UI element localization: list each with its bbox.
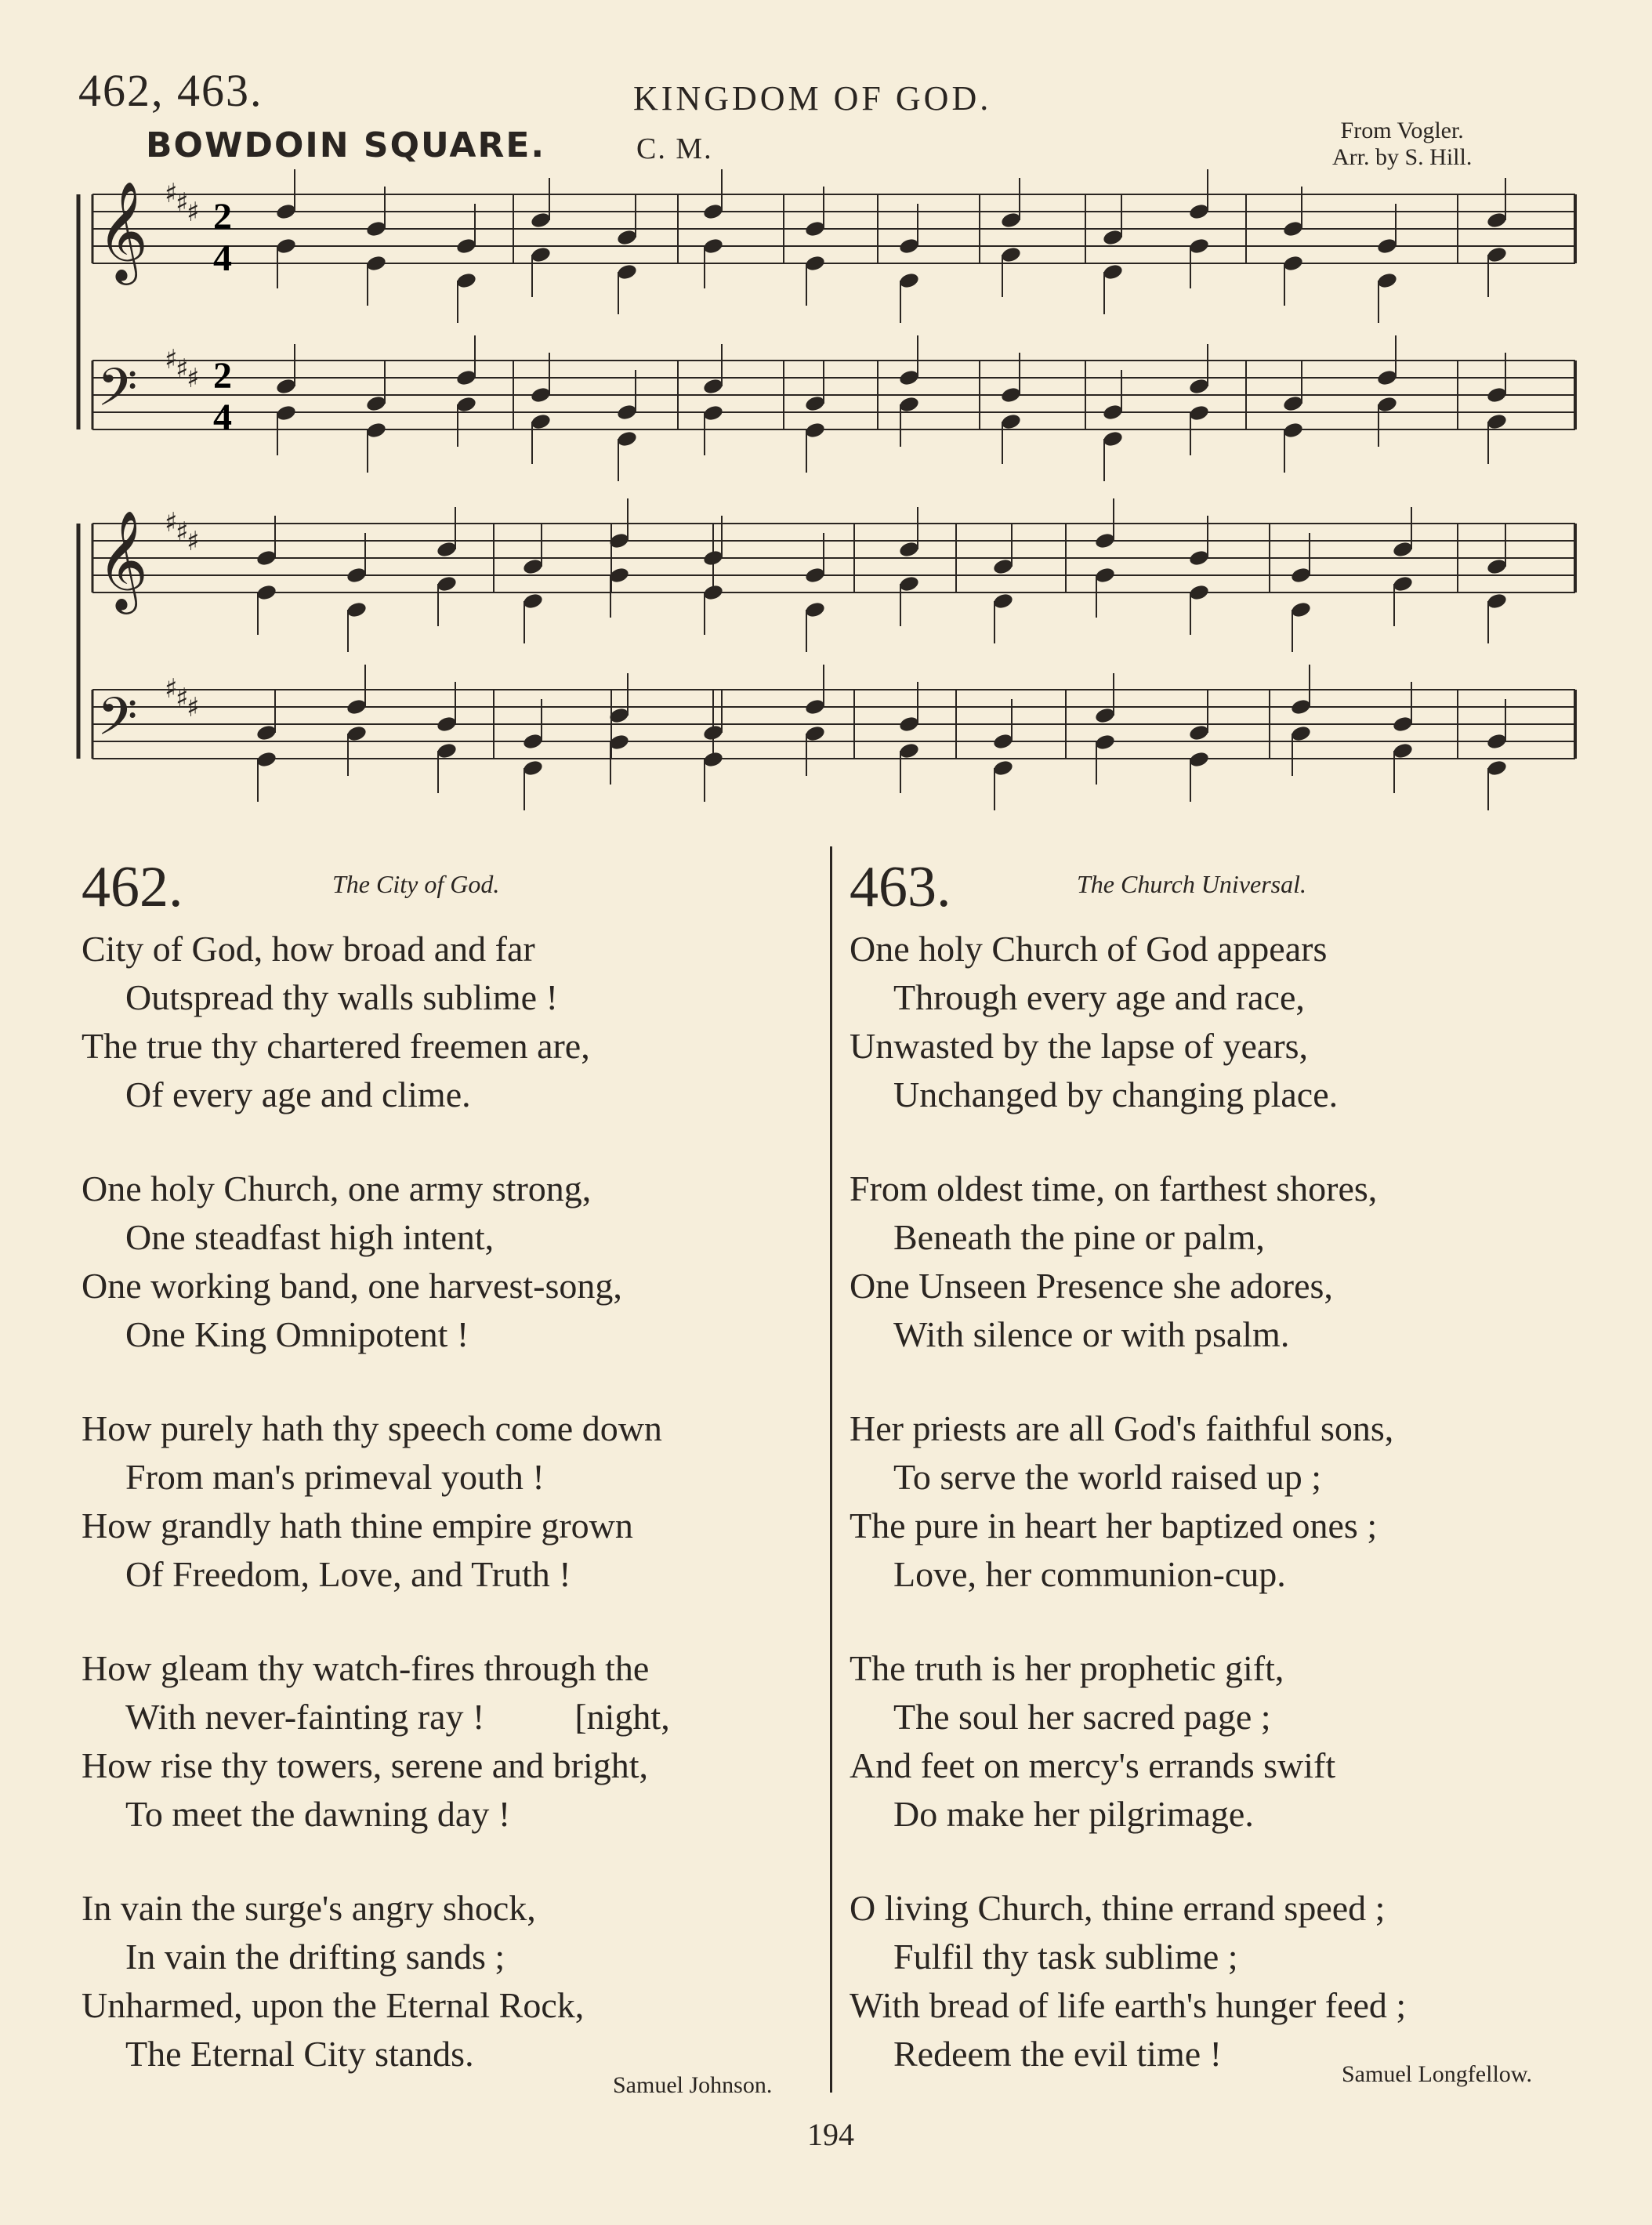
verse-line: How grandly hath thine empire grown [82,1506,633,1546]
hymn-heading [850,854,1602,925]
verse-line: The pure in heart her baptized ones ; [850,1506,1378,1546]
note-head [898,237,920,255]
verse-line: How purely hath thy speech come down [82,1408,662,1448]
note-head [1188,202,1210,220]
note-head [522,557,544,575]
verse-line: The soul her sacred page ; [893,1697,1271,1737]
verse-line: Her priests are all God's faithful sons, [850,1408,1394,1448]
note-head [898,574,920,592]
note-head [702,723,724,741]
verse-line: From oldest time, on farthest shores, [850,1169,1378,1209]
note-head [1486,386,1508,404]
sharp-icon: ♯ [176,516,189,548]
note-head [436,715,458,733]
note-head [616,228,638,246]
verse [82,1165,826,1359]
note-head [804,421,826,439]
section-title: KINGDOM OF GOD. [633,79,992,118]
note-head [702,583,724,601]
note-head [522,592,544,610]
note-head [1094,733,1116,751]
verse-line: One holy Church of God appears [850,929,1328,969]
note-head [992,592,1014,610]
note-head [275,377,297,395]
note-head [1094,531,1116,549]
hymn-462 [82,854,826,2124]
note-head [1376,237,1398,255]
sharp-icon: ♯ [176,683,189,714]
note-head [898,540,920,558]
note-head [1188,583,1210,601]
verse-line: Unwasted by the lapse of years, [850,1026,1309,1066]
note-head [804,254,826,272]
note-head [1282,254,1304,272]
verse-line: O living Church, thine errand speed ; [850,1888,1386,1928]
note-head [1188,549,1210,567]
hymn-title: The City of God. [332,870,500,898]
note-head [702,237,724,255]
note-head [898,715,920,733]
note-head [1290,600,1312,618]
note-head [1392,741,1414,759]
note-head [1486,557,1508,575]
verse-line: One working band, one harvest-song, [82,1266,622,1306]
note-head [1102,403,1124,421]
note-head [346,698,368,716]
verse [82,925,826,1119]
note-head [992,732,1014,750]
verse-line: How gleam thy watch-fires through the [82,1648,650,1688]
note-head [255,583,277,601]
verse-line: In vain the drifting sands ; [125,1937,505,1977]
verse-line: Outspread thy walls sublime ! [125,977,558,1017]
verse [850,1884,1602,2078]
bass-clef-icon: 𝄢 [97,357,138,430]
note-head [1486,211,1508,229]
verse-line: One King Omnipotent ! [125,1314,469,1354]
note-head [436,741,458,759]
time-signature-bottom: 4 [213,237,232,279]
note-head [1188,404,1210,422]
note-head [1102,429,1124,448]
verse [82,1884,826,2078]
note-head [1282,394,1304,412]
note-head [522,732,544,750]
sharp-icon: ♯ [165,344,178,375]
verse-line: From man's primeval youth ! [125,1457,545,1497]
note-head [1000,245,1022,263]
tune-source-line2: Arr. by S. Hill. [1332,144,1473,170]
verse-line: To meet the dawning day ! [125,1794,511,1834]
note-head [898,741,920,759]
music-score [0,0,1652,846]
verse-line: With silence or with psalm. [893,1314,1290,1354]
note-head [804,698,826,716]
verse [82,1404,826,1599]
verse-line: With never-fainting ray ! [night, [125,1697,670,1737]
note-head [1282,421,1304,439]
note-head [1486,245,1508,263]
time-signature-bottom-bass: 4 [213,397,232,438]
hymn-heading [82,854,826,925]
note-head [1376,368,1398,386]
note-head [530,386,552,404]
note-head [1188,377,1210,395]
note-head [616,403,638,421]
note-head [1000,412,1022,430]
verse-line: Love, her communion-cup. [893,1554,1286,1594]
note-head [992,759,1014,777]
note-head [1486,412,1508,430]
sharp-icon: ♯ [187,363,200,394]
note-head [702,549,724,567]
verse-line: Redeem the evil time ! [893,2034,1222,2074]
note-head [1094,706,1116,724]
note-head [1188,723,1210,741]
tune-meter: C. M. [636,132,713,165]
note-head [346,566,368,584]
note-head [436,574,458,592]
note-head [522,759,544,777]
verse-line: And feet on mercy's errands swift [850,1745,1336,1785]
hymn-number: 463. [850,855,951,919]
hymn-463-author: Samuel Longfellow. [1342,2061,1533,2087]
note-head [1188,750,1210,768]
note-head [702,377,724,395]
column-divider [830,846,832,2093]
note-head [1102,228,1124,246]
note-head [1000,386,1022,404]
verse-line: Beneath the pine or palm, [893,1217,1265,1257]
note-head [1000,211,1022,229]
verse-line: The truth is her prophetic gift, [850,1648,1284,1688]
note-head [1282,219,1304,237]
note-head [898,395,920,413]
verse [850,1404,1602,1599]
verse-line: The Eternal City stands. [125,2034,474,2074]
note-head [275,202,297,220]
note-head [1376,271,1398,289]
note-head [365,394,387,412]
sharp-icon: ♯ [187,197,200,228]
note-head [455,395,477,413]
note-head [365,421,387,439]
note-head [1102,263,1124,281]
note-head [1486,759,1508,777]
note-head [1376,395,1398,413]
note-head [1290,698,1312,716]
note-head [804,394,826,412]
verse [82,1644,826,1839]
hymn-verses [850,925,1602,2078]
note-head [346,724,368,742]
verse-line: With bread of life earth's hunger feed ; [850,1985,1407,2025]
note-head [702,404,724,422]
verse-line: The true thy chartered freemen are, [82,1026,590,1066]
verse-line: How rise thy towers, serene and bright, [82,1745,649,1785]
note-head [898,271,920,289]
verse-line: To serve the world raised up ; [893,1457,1322,1497]
verse-line: Of Freedom, Love, and Truth ! [125,1554,571,1594]
note-head [1392,715,1414,733]
sharp-icon: ♯ [176,187,189,219]
verse [850,925,1602,1119]
hymn-numbers: 462, 463. [78,65,263,116]
note-head [992,557,1014,575]
note-head [804,219,826,237]
note-head [1486,592,1508,610]
note-head [1188,237,1210,255]
note-head [616,429,638,448]
note-head [1290,724,1312,742]
note-head [1290,566,1312,584]
note-head [436,540,458,558]
time-signature-top: 2 [213,196,232,237]
note-head [530,245,552,263]
verse-line: One Unseen Presence she adores, [850,1266,1333,1306]
note-head [530,412,552,430]
verse-line: Do make her pilgrimage. [893,1794,1254,1834]
note-head [804,724,826,742]
note-head [1392,574,1414,592]
verse-line: Unchanged by changing place. [893,1074,1339,1114]
verse [850,1165,1602,1359]
verse [850,1644,1602,1839]
hymn-title: The Church Universal. [1077,870,1307,898]
hymn-462-author: Samuel Johnson. [613,2072,773,2098]
note-head [898,368,920,386]
note-head [455,368,477,386]
sharp-icon: ♯ [165,178,178,209]
note-head [365,254,387,272]
hymn-number: 462. [82,855,183,919]
tune-source-line1: From Vogler. [1340,118,1464,143]
page-number: 194 [807,2117,854,2152]
hymn-verses [82,925,826,2078]
time-signature-top-bass: 2 [213,355,232,397]
bass-clef-icon: 𝄢 [97,687,138,759]
tune-name: BOWDOIN SQUARE. [146,125,546,165]
note-head [804,566,826,584]
verse-line: City of God, how broad and far [82,929,535,969]
sharp-icon: ♯ [165,673,178,705]
treble-clef-icon: 𝄞 [97,180,149,281]
verse-line: One steadfast high intent, [125,1217,495,1257]
note-head [1486,732,1508,750]
verse-line: Fulfil thy task sublime ; [893,1937,1238,1977]
treble-clef-icon: 𝄞 [97,509,149,610]
note-head [455,237,477,255]
sharp-icon: ♯ [187,526,200,557]
note-head [275,237,297,255]
note-head [255,549,277,567]
note-head [255,750,277,768]
note-head [346,600,368,618]
verse-line: Unharmed, upon the Eternal Rock, [82,1985,585,2025]
note-head [1392,540,1414,558]
note-head [275,404,297,422]
note-head [804,600,826,618]
verse-line: Of every age and clime. [125,1074,471,1114]
note-head [365,219,387,237]
sharp-icon: ♯ [165,507,178,538]
note-head [1094,566,1116,584]
hymn-463 [850,854,1602,2124]
score-staves [78,169,1575,810]
note-head [702,750,724,768]
note-head [530,211,552,229]
sharp-icon: ♯ [176,353,189,385]
verse-line: Through every age and race, [893,977,1305,1017]
note-head [702,202,724,220]
note-head [455,271,477,289]
sharp-icon: ♯ [187,692,200,723]
verse-line: One holy Church, one army strong, [82,1169,592,1209]
note-head [616,263,638,281]
verse-line: In vain the surge's angry shock, [82,1888,536,1928]
note-head [255,723,277,741]
